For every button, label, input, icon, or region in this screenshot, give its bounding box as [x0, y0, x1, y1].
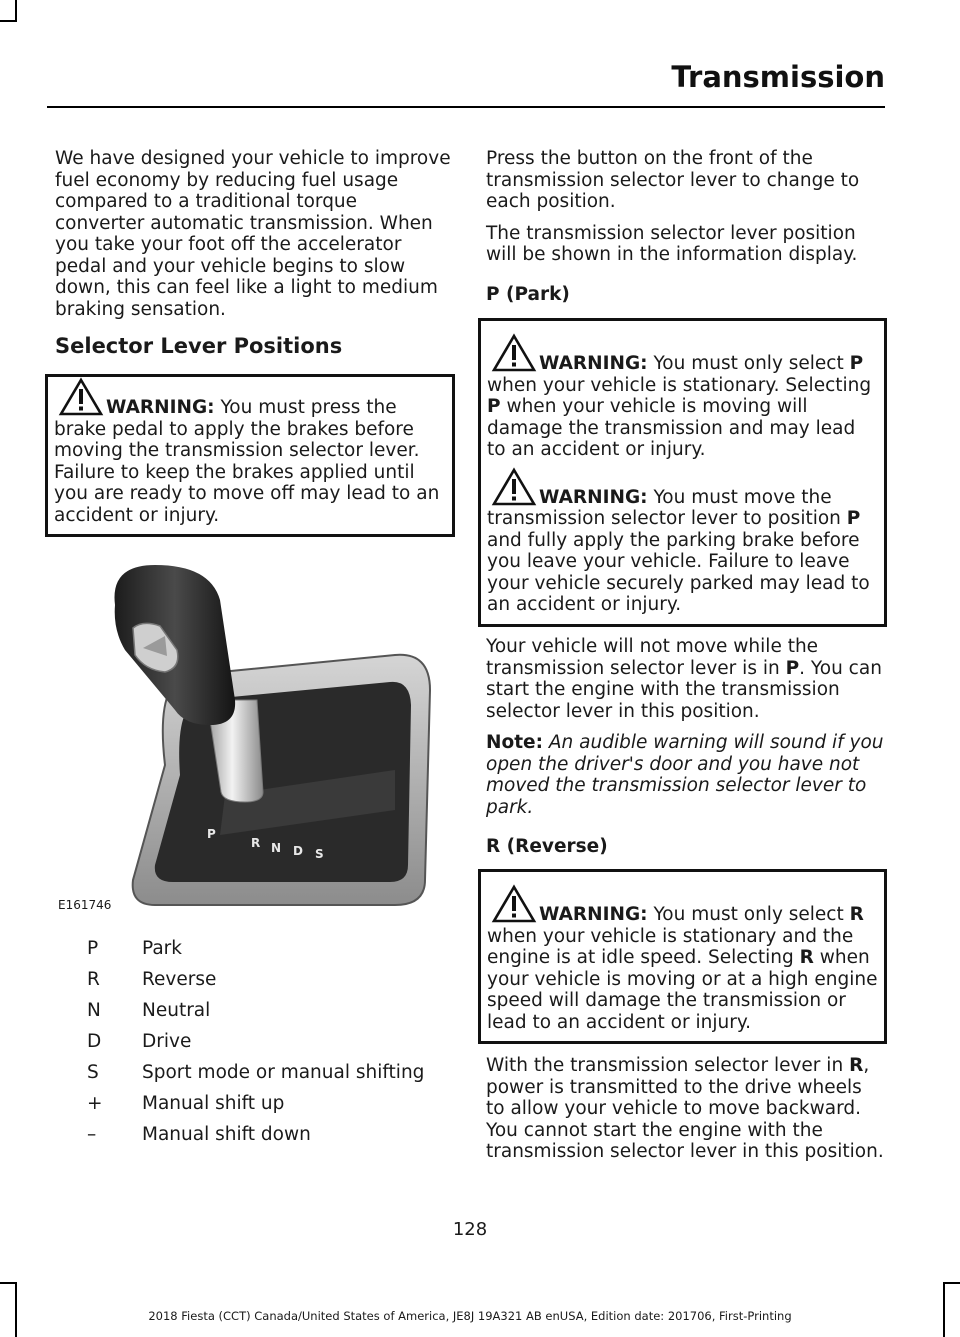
gate-letter-p: P	[207, 827, 216, 841]
park-warning-box	[478, 318, 887, 627]
paragraph: Press the button on the front of the transmission selector lever to change to each position.	[486, 148, 860, 212]
section-title: Selector Lever Positions	[55, 334, 343, 358]
reverse-heading: R (Reverse)	[486, 836, 608, 857]
warning-triangle-icon	[491, 333, 537, 373]
gear-selector-illustration	[95, 560, 450, 912]
crop-mark	[15, 0, 17, 22]
note	[486, 732, 884, 818]
park-heading: P (Park)	[486, 283, 570, 305]
footer-text: 2018 Fiesta (CCT) Canada/United States of America, JE8J 19A321 AB enUSA, Edition date: 201706, First-Printing	[148, 1309, 792, 1323]
warning-item	[54, 397, 446, 526]
warning-label: WARNING:	[106, 397, 215, 418]
page-title: Transmission	[671, 60, 885, 94]
figure-id: E161746	[58, 898, 112, 912]
warning-item: WARNING: You must only select R when your vehicle is stationary and the engine is at idle speed. Selecting R when your vehicle is moving or at a high engine speed will damage the transmission or lead to an accident or injury.	[487, 904, 878, 1033]
crop-mark	[943, 1282, 945, 1337]
crop-mark	[943, 1282, 960, 1284]
gate-letter-d: D	[293, 844, 303, 858]
crop-mark	[0, 1282, 17, 1284]
intro-paragraph: We have designed your vehicle to improve fuel economy by reducing fuel usage compared to a traditional torque converter automatic transmission. When you take your foot off the accelerator pedal and your vehicle begins to slow down, this can feel like a light to medium braking sensation.	[55, 148, 451, 320]
park-body	[486, 636, 884, 858]
crop-mark	[0, 20, 17, 22]
note-text: An audible warning will sound if you open the driver's door and you have not moved the transmission selector lever to park.	[486, 732, 884, 818]
reverse-warning-box	[478, 869, 887, 1044]
paragraph: Your vehicle will not move while the transmission selector lever is in P. You can start the engine with the transmission selector lever in this position.	[486, 636, 882, 722]
right-column	[486, 148, 884, 305]
paragraph: With the transmission selector lever in R, power is transmitted to the drive wheels to allow your vehicle to move backward. You cannot start the engine with the transmission selector lever in this position.	[486, 1055, 884, 1162]
note-label: Note:	[486, 732, 543, 753]
reverse-body	[486, 1055, 884, 1173]
gate-letter-s: S	[315, 847, 324, 861]
gate-letter-r: R	[251, 836, 261, 850]
gate-letter-n: N	[271, 841, 282, 855]
left-column	[55, 148, 451, 358]
warning-triangle-icon	[58, 377, 104, 417]
warning-triangle-icon	[491, 467, 537, 507]
header-divider	[47, 106, 885, 108]
warning-triangle-icon	[491, 884, 537, 924]
paragraph: The transmission selector lever position will be shown in the information display.	[486, 222, 858, 265]
warning-item: WARNING: You must only select P when your vehicle is stationary. Selecting P when your vehicle is moving will damage the transmission and may lead to an accident or injury.	[487, 353, 878, 461]
warning-item: WARNING: You must move the transmission selector lever to position P and fully apply the parking brake before you leave your vehicle. Failure to leave your vehicle securely parked may lead to an accident or injury.	[487, 487, 878, 616]
warning-text: You must press the brake pedal to apply the brakes before moving the transmission selector lever. Failure to keep the brakes applied until you are ready to move off may lead to an accident or injury.	[54, 397, 440, 526]
page-number: 128	[452, 1219, 488, 1240]
warning-box	[45, 374, 455, 537]
